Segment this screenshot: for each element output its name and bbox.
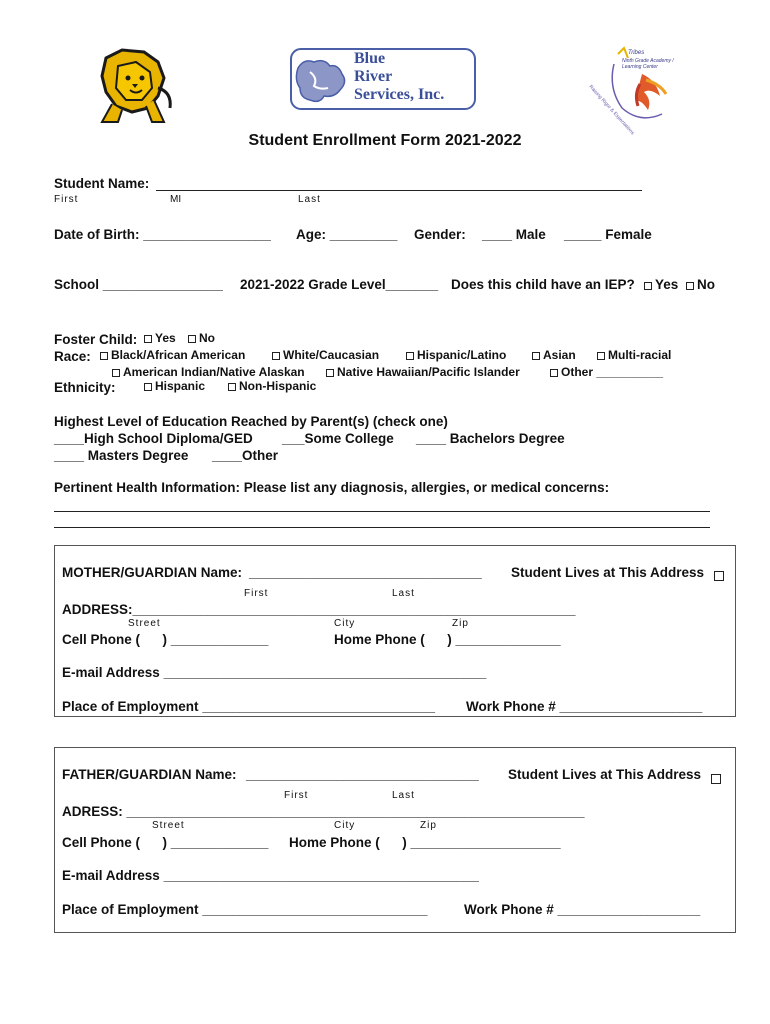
gender-female-option[interactable]: _____ Female xyxy=(564,227,652,242)
mother-employment-row xyxy=(62,699,435,714)
page-title: Student Enrollment Form 2021-2022 xyxy=(248,132,522,149)
student-name-line[interactable] xyxy=(156,190,642,191)
iep-no-text: No xyxy=(697,277,715,292)
father-address-field[interactable]: _____________________________________________________________ xyxy=(126,804,585,819)
race-white-checkbox[interactable] xyxy=(272,352,280,360)
tribes-arc-text: Raising Rigor & Expectations xyxy=(587,84,636,137)
ethnicity-hispanic-text: Hispanic xyxy=(155,379,206,393)
race-option-hawaiian[interactable] xyxy=(326,365,520,379)
father-last-caption: Last xyxy=(392,790,415,801)
mother-name-label: MOTHER/GUARDIAN Name: xyxy=(62,565,243,580)
student-mi-caption: MI xyxy=(170,194,182,205)
mother-employment-label: Place of Employment xyxy=(62,699,199,714)
mother-address-label: ADDRESS: xyxy=(62,602,133,617)
race-black-text: Black/African American xyxy=(111,348,246,362)
race-black-checkbox[interactable] xyxy=(100,352,108,360)
student-last-caption: Last xyxy=(298,194,321,205)
age-field[interactable]: _________ xyxy=(329,227,398,242)
mother-lives-label: Student Lives at This Address xyxy=(511,565,705,580)
father-work-phone-row xyxy=(464,902,700,917)
foster-yes-text: Yes xyxy=(155,331,176,345)
mother-name-field[interactable]: _______________________________ xyxy=(249,565,482,580)
logo-text-blue: Blue xyxy=(354,50,386,67)
mother-work-phone-field[interactable]: ___________________ xyxy=(559,699,703,714)
race-asian-checkbox[interactable] xyxy=(532,352,540,360)
health-heading: Pertinent Health Information: Please list any diagnosis, allergies, or medical concerns: xyxy=(54,480,610,495)
race-option-american-indian[interactable] xyxy=(112,365,305,379)
student-first-caption: First xyxy=(54,194,79,205)
mother-zip-caption: Zip xyxy=(452,618,469,629)
ethnicity-hispanic-checkbox[interactable] xyxy=(144,383,152,391)
father-email-label: E-mail Address xyxy=(62,868,160,883)
iep-label: Does this child have an IEP? xyxy=(451,277,635,292)
mother-lives-checkbox[interactable] xyxy=(714,571,724,581)
education-masters-option[interactable]: ____ Masters Degree xyxy=(54,448,189,463)
gender-label: Gender: xyxy=(414,227,466,242)
father-first-caption: First xyxy=(284,790,309,801)
race-option-black[interactable] xyxy=(100,348,245,362)
ethnicity-non-hispanic-checkbox[interactable] xyxy=(228,383,236,391)
race-other-checkbox[interactable] xyxy=(550,369,558,377)
iep-yes-text: Yes xyxy=(655,277,679,292)
father-address-label: ADRESS: xyxy=(62,804,123,819)
mother-first-caption: First xyxy=(244,588,269,599)
father-employment-field[interactable]: ______________________________ xyxy=(202,902,428,917)
father-lives-checkbox[interactable] xyxy=(711,774,721,784)
dob-label: Date of Birth: xyxy=(54,227,140,242)
iep-no-option[interactable] xyxy=(686,277,715,292)
race-option-multiracial[interactable] xyxy=(597,348,671,362)
education-heading: Highest Level of Education Reached by Parent(s) (check one) xyxy=(54,414,448,429)
father-cell-phone-field[interactable]: Cell Phone ( ) _____________ xyxy=(62,835,269,850)
logo-text-services: Services, Inc. xyxy=(354,86,445,103)
mother-cell-phone-field[interactable]: Cell Phone ( ) _____________ xyxy=(62,632,269,647)
health-line-2[interactable] xyxy=(54,527,710,528)
race-option-other[interactable] xyxy=(550,365,663,379)
lion-mascot-logo xyxy=(92,48,176,126)
mother-employment-field[interactable]: _______________________________ xyxy=(202,699,436,714)
grade-label: 2021-2022 Grade Level xyxy=(240,277,386,292)
race-other-text: Other __________ xyxy=(561,365,664,379)
race-american-indian-text: American Indian/Native Alaskan xyxy=(123,365,305,379)
ethnicity-non-hispanic-text: Non-Hispanic xyxy=(239,379,317,393)
health-line-1[interactable] xyxy=(54,511,710,512)
mother-email-label: E-mail Address xyxy=(62,665,160,680)
foster-yes-option[interactable] xyxy=(144,331,176,345)
race-multiracial-text: Multi-racial xyxy=(608,348,672,362)
race-american-indian-checkbox[interactable] xyxy=(112,369,120,377)
foster-no-text: No xyxy=(199,331,215,345)
race-option-white[interactable] xyxy=(272,348,379,362)
dob-row xyxy=(54,227,271,242)
age-row xyxy=(296,227,397,242)
tribes-academy-logo xyxy=(587,44,680,137)
father-email-field[interactable]: __________________________________________ xyxy=(163,868,479,883)
foster-label: Foster Child: xyxy=(54,332,138,347)
mother-last-caption: Last xyxy=(392,588,415,599)
father-work-phone-label: Work Phone # xyxy=(464,902,554,917)
school-field[interactable]: ________________ xyxy=(102,277,223,292)
mother-home-phone-field[interactable]: Home Phone ( ) ______________ xyxy=(334,632,561,647)
education-hs-option[interactable]: ____High School Diploma/GED xyxy=(54,431,253,446)
education-other-option[interactable]: ____Other xyxy=(212,448,279,463)
race-option-asian[interactable] xyxy=(532,348,576,362)
iep-yes-checkbox[interactable] xyxy=(644,282,652,290)
race-hawaiian-text: Native Hawaiian/Pacific Islander xyxy=(337,365,520,379)
iep-yes-option[interactable] xyxy=(644,277,678,292)
grade-field[interactable]: _______ xyxy=(385,277,439,292)
ethnicity-label: Ethnicity: xyxy=(54,380,116,395)
school-row xyxy=(54,277,223,292)
education-some-college-option[interactable]: ___Some College xyxy=(282,431,394,446)
father-employment-row xyxy=(62,902,428,917)
iep-no-checkbox[interactable] xyxy=(686,282,694,290)
father-name-field[interactable]: _______________________________ xyxy=(246,767,479,782)
foster-no-checkbox[interactable] xyxy=(188,335,196,343)
mother-work-phone-row xyxy=(466,699,702,714)
foster-no-option[interactable] xyxy=(188,331,215,345)
race-hawaiian-checkbox[interactable] xyxy=(326,369,334,377)
age-label: Age: xyxy=(296,227,326,242)
father-street-caption: Street xyxy=(152,820,185,831)
race-hispanic-checkbox[interactable] xyxy=(406,352,414,360)
father-home-phone-field[interactable]: Home Phone ( ) ____________________ xyxy=(289,835,561,850)
father-employment-label: Place of Employment xyxy=(62,902,199,917)
gender-male-option[interactable]: ____ Male xyxy=(482,227,546,242)
mother-address-row xyxy=(62,602,576,617)
father-city-caption: City xyxy=(334,820,356,831)
mother-email-field[interactable]: ___________________________________________ xyxy=(163,665,487,680)
father-work-phone-field[interactable]: ___________________ xyxy=(557,902,701,917)
school-label: School xyxy=(54,277,100,292)
father-lives-label: Student Lives at This Address xyxy=(508,767,702,782)
father-zip-caption: Zip xyxy=(420,820,437,831)
blue-river-services-logo xyxy=(290,48,476,110)
father-email-row xyxy=(62,868,479,883)
ethnicity-non-hispanic-option[interactable] xyxy=(228,379,316,393)
race-multiracial-checkbox[interactable] xyxy=(597,352,605,360)
tribes-mid-text: Ninth Grade Academy / Learning Center xyxy=(622,58,674,70)
education-bachelors-option[interactable]: ____ Bachelors Degree xyxy=(416,431,565,446)
dob-field[interactable]: _________________ xyxy=(143,227,271,242)
mother-email-row xyxy=(62,665,486,680)
father-name-label: FATHER/GUARDIAN Name: xyxy=(62,767,237,782)
mother-work-phone-label: Work Phone # xyxy=(466,699,556,714)
grade-row xyxy=(240,277,438,292)
mother-street-caption: Street xyxy=(128,618,161,629)
logo-text-river: River xyxy=(354,68,393,85)
mother-address-field[interactable]: ___________________________________________________________ xyxy=(132,602,576,617)
race-option-hispanic[interactable] xyxy=(406,348,506,362)
ethnicity-hispanic-option[interactable] xyxy=(144,379,205,393)
student-name-label: Student Name: xyxy=(54,176,150,191)
race-white-text: White/Caucasian xyxy=(283,348,380,362)
foster-yes-checkbox[interactable] xyxy=(144,335,152,343)
race-label: Race: xyxy=(54,349,91,364)
mother-city-caption: City xyxy=(334,618,356,629)
race-hispanic-text: Hispanic/Latino xyxy=(417,348,507,362)
race-asian-text: Asian xyxy=(543,348,576,362)
father-address-row xyxy=(62,804,585,819)
tribes-top-text: Tribes xyxy=(628,50,645,56)
